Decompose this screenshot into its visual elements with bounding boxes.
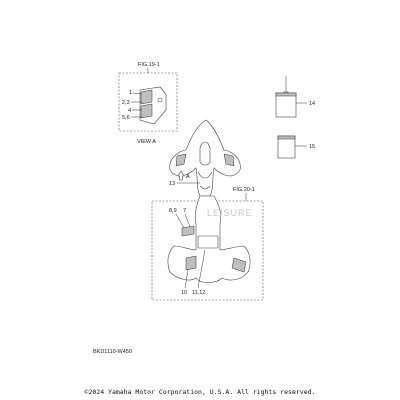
fig-20-1-ref-label: FIG.20-1 [233, 187, 255, 193]
callout-15: 15 [309, 144, 316, 150]
callout-1: 1 [129, 90, 133, 96]
part-14-tag [276, 76, 296, 117]
callout-7-leader [185, 214, 190, 227]
view-a-arrow-label: A [186, 174, 190, 180]
callout-7: 7 [183, 208, 187, 214]
drawing-code: BKD1110-W450 [93, 349, 132, 355]
callout-13: 13 [169, 181, 176, 187]
part-15-card [278, 136, 295, 158]
callout-5-6: 5,6 [122, 115, 130, 121]
callout-4: 4 [128, 108, 132, 114]
callout-8-9: 8,9 [169, 208, 177, 214]
view-a-label: VIEW A [137, 139, 156, 145]
copyright-notice: ©2024 Yamaha Motor Corporation, U.S.A. All rights reserved. [84, 388, 316, 396]
view-a-clip-icon [158, 98, 162, 102]
callout-8-9-leader [176, 214, 184, 228]
callout-10: 10 [181, 290, 188, 296]
watercraft-deck-outline [170, 120, 241, 196]
callout-14: 14 [309, 101, 316, 107]
fig-19-1-ref-label: FIG.19-1 [138, 62, 160, 68]
watermark-text: LEISURE [207, 208, 253, 218]
view-a-decal-part [140, 87, 166, 124]
callout-2-3: 2,3 [122, 100, 130, 106]
callout-11-12: 11,12 [192, 290, 206, 296]
